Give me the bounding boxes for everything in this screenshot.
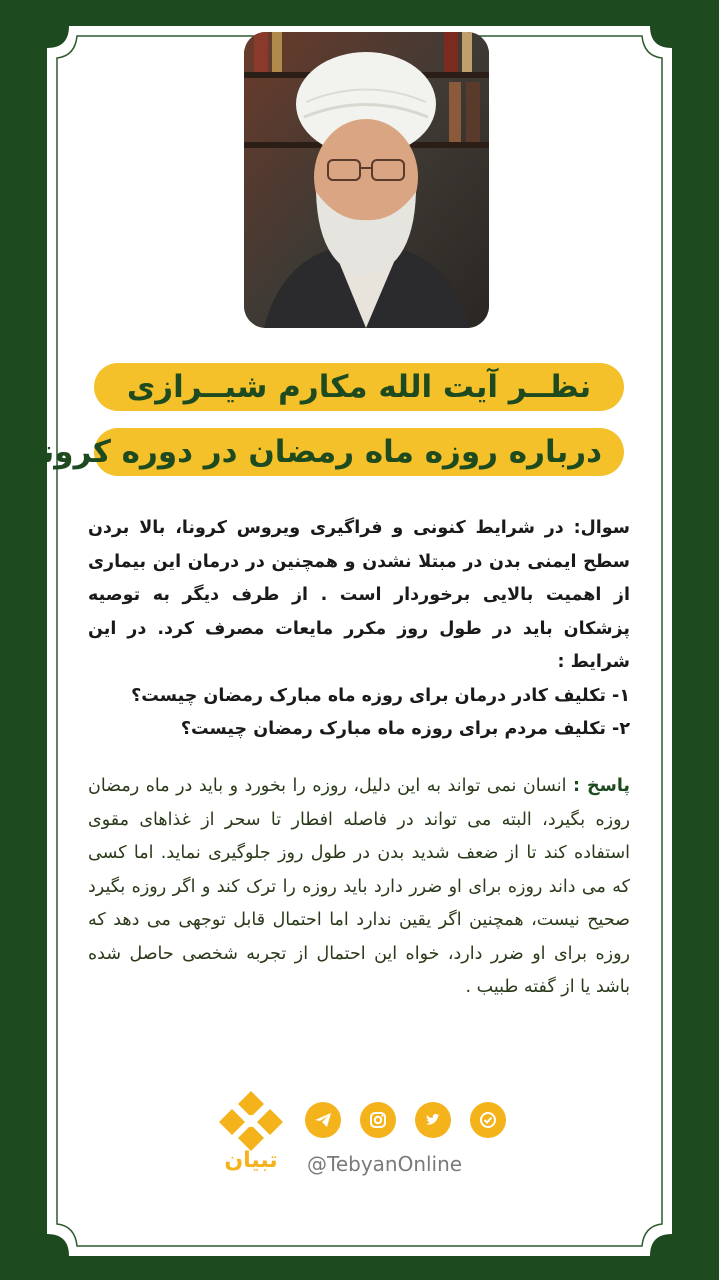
answer-label: پاسخ : — [572, 776, 630, 796]
verified-icon[interactable] — [470, 1102, 506, 1138]
social-icons — [305, 1102, 505, 1140]
twitter-icon[interactable] — [415, 1102, 451, 1138]
question-item-1: ۱- تکلیف کادر درمان برای روزه ماه مبارک رمضان چیست؟ — [131, 685, 630, 706]
instagram-icon[interactable] — [360, 1102, 396, 1138]
question-item-2: ۲- تکلیف مردم برای روزه ماه مبارک رمضان چیست؟ — [180, 719, 630, 739]
title-line-2: درباره روزه ماه رمضان در دوره کرونا — [94, 428, 624, 476]
portrait-photo — [244, 32, 489, 328]
answer-block — [88, 770, 630, 1005]
title-line-1: نظــر آیت الله مکارم شیــرازی — [94, 363, 624, 411]
question-block — [88, 512, 630, 747]
telegram-icon[interactable] — [305, 1102, 341, 1138]
social-handle[interactable]: @TebyanOnline — [307, 1152, 463, 1176]
answer-text: انسان نمی تواند به این دلیل، روزه را بخورد و باید در ماه رمضان روزه بگیرد، البته می تواند در فاصله افطار تا سحر از غذاهای مقوی استفاده کند تا از ضعف شدید بدن در طول روز جلوگیری نماید. اما کسی که می داند روزه برای او ضرر دارد باید روزه را ترک کند و اگر روزه بگیرد صحیح نیست، همچنین اگر یقین ندارد اما احتمال قابل توجهی می دهد که روزه برای او ضرر دارد، خواه این احتمال از تجربه شخصی حاصل شده باشد یا از گفته طبیب . — [88, 776, 630, 997]
tebyan-logo-text: تبیان — [224, 1148, 278, 1173]
question-paragraph: سوال: در شرایط کنونی و فراگیری ویروس کرونا، بالا بردن سطح ایمنی بدن در مبتلا نشدن و همچنین در درمان این بیماری از اهمیت بالایی برخوردار است . از طرف دیگر به توصیه پزشکان باید در طول روز مکرر مایعات مصرف کرد. در این شرایط : — [88, 518, 630, 672]
